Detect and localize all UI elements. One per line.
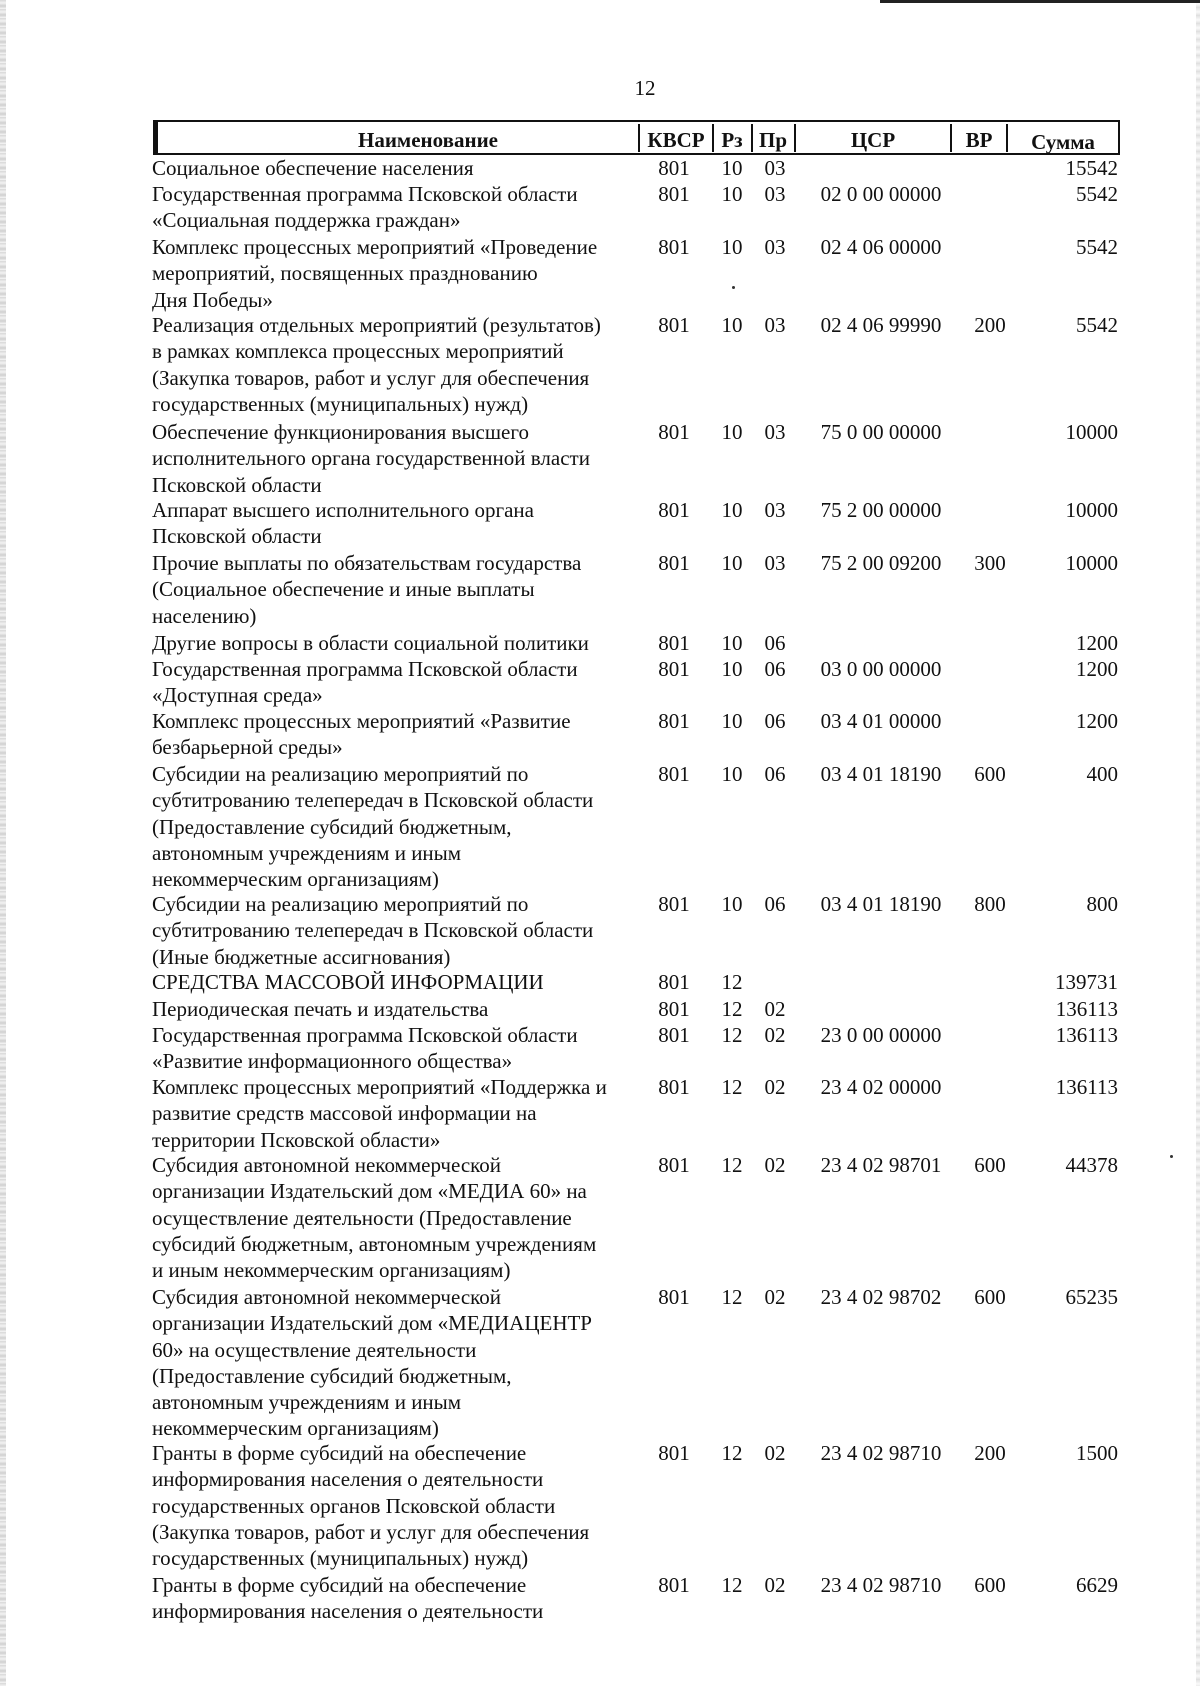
- row-csr: 23 4 02 98701: [820, 1153, 942, 1177]
- row-kvsr: 801: [658, 762, 690, 786]
- row-sum: 136113: [1055, 1075, 1118, 1099]
- row-rz: 10: [721, 313, 743, 337]
- row-sum: 1500: [1076, 1441, 1118, 1465]
- row-rz: 10: [721, 182, 743, 206]
- row-pr: 03: [764, 182, 786, 206]
- row-csr: 03 4 01 18190: [820, 892, 942, 916]
- row-sum: 136113: [1055, 1023, 1118, 1047]
- row-name: Комплекс процессных мероприятий «Развитие безбарьерной среды»: [152, 709, 571, 760]
- row-vr: 300: [974, 551, 1006, 575]
- row-kvsr: 801: [658, 997, 690, 1021]
- row-sum: 10000: [1065, 420, 1118, 444]
- row-vr: 600: [974, 762, 1006, 786]
- row-pr: 03: [764, 551, 786, 575]
- row-csr: 75 2 00 00000: [820, 498, 942, 522]
- row-name: Периодическая печать и издательства: [152, 997, 489, 1021]
- row-sum: 1200: [1076, 657, 1118, 681]
- row-rz: 12: [721, 970, 743, 994]
- row-kvsr: 801: [658, 1441, 690, 1465]
- page-number: 12: [634, 76, 656, 100]
- row-name: Субсидии на реализацию мероприятий по субтитрованию телепередач в Псковской области (Иные бюджетные ассигнования): [152, 892, 594, 969]
- row-csr: 23 4 02 98710: [820, 1441, 942, 1465]
- row-rz: 12: [721, 1573, 743, 1597]
- row-vr: 600: [974, 1153, 1006, 1177]
- row-rz: 10: [721, 420, 743, 444]
- row-kvsr: 801: [658, 551, 690, 575]
- header-pr: Пр: [758, 128, 787, 152]
- row-sum: 10000: [1065, 498, 1118, 522]
- header-divider: [1006, 124, 1008, 152]
- header-sum: Сумма: [1031, 130, 1095, 154]
- row-pr: 03: [764, 156, 786, 180]
- row-rz: 10: [721, 657, 743, 681]
- row-pr: 06: [764, 709, 786, 733]
- row-rz: 12: [721, 1023, 743, 1047]
- row-name: Государственная программа Псковской области «Социальная поддержка граждан»: [152, 182, 578, 233]
- row-csr: 02 4 06 00000: [820, 235, 942, 259]
- scan-right-edge: [1196, 0, 1200, 1686]
- row-pr: 06: [764, 762, 786, 786]
- row-rz: 10: [721, 762, 743, 786]
- row-pr: 02: [764, 1285, 786, 1309]
- row-sum: 5542: [1076, 313, 1118, 337]
- row-csr: 23 4 02 00000: [820, 1075, 942, 1099]
- row-name: Комплекс процессных мероприятий «Проведение мероприятий, посвященных празднованию Дня Победы»: [152, 235, 598, 312]
- row-pr: 02: [764, 1153, 786, 1177]
- row-csr: 03 4 01 00000: [820, 709, 942, 733]
- row-rz: 12: [721, 1153, 743, 1177]
- row-rz: 10: [721, 892, 743, 916]
- row-name: Государственная программа Псковской области «Доступная среда»: [152, 657, 578, 708]
- row-vr: 600: [974, 1573, 1006, 1597]
- table-header: [156, 120, 1120, 155]
- header-vr: ВР: [965, 128, 993, 152]
- row-sum: 10000: [1065, 551, 1118, 575]
- row-name: Социальное обеспечение населения: [152, 156, 474, 180]
- row-name: Обеспечение функционирования высшего исполнительного органа государственной власти Псковской области: [152, 420, 590, 497]
- row-pr: 03: [764, 498, 786, 522]
- row-sum: 6629: [1076, 1573, 1118, 1597]
- header-divider: [638, 124, 640, 152]
- row-csr: 23 0 00 00000: [820, 1023, 942, 1047]
- row-name: Субсидия автономной некоммерческой организации Издательский дом «МЕДИАЦЕНТР 60» на осуществление деятельности (Предоставление субсидий бюджетным, автономным учреждениям и иным некоммерческим организациям): [152, 1285, 592, 1441]
- row-sum: 1200: [1076, 631, 1118, 655]
- row-sum: 1200: [1076, 709, 1118, 733]
- scan-top-line: [880, 0, 1200, 3]
- row-name: Реализация отдельных мероприятий (результатов) в рамках комплекса процессных мероприятий (Закупка товаров, работ и услуг для обеспечения государственных (муниципальных) нужд): [152, 313, 601, 416]
- row-csr: 23 4 02 98710: [820, 1573, 942, 1597]
- row-kvsr: 801: [658, 313, 690, 337]
- row-rz: 12: [721, 997, 743, 1021]
- row-name: Другие вопросы в области социальной политики: [152, 631, 589, 655]
- row-pr: 03: [764, 235, 786, 259]
- row-pr: 02: [764, 1075, 786, 1099]
- scan-left-edge: [0, 0, 6, 1686]
- row-rz: 12: [721, 1285, 743, 1309]
- row-sum: 5542: [1076, 235, 1118, 259]
- row-rz: 10: [721, 498, 743, 522]
- row-name: Гранты в форме субсидий на обеспечение информирования населения о деятельности государственных органов Псковской области (Закупка товаров, работ и услуг для обеспечения государственных (муниципальных) нужд): [152, 1441, 590, 1571]
- header-csr: ЦСР: [850, 128, 896, 152]
- row-csr: 02 0 00 00000: [820, 182, 942, 206]
- header-divider: [950, 124, 952, 152]
- row-pr: 06: [764, 631, 786, 655]
- row-kvsr: 801: [658, 498, 690, 522]
- row-kvsr: 801: [658, 1075, 690, 1099]
- row-kvsr: 801: [658, 709, 690, 733]
- row-sum: 136113: [1055, 997, 1118, 1021]
- row-csr: 03 0 00 00000: [820, 657, 942, 681]
- row-rz: 10: [721, 156, 743, 180]
- row-name: Субсидии на реализацию мероприятий по субтитрованию телепередач в Псковской области (Предоставление субсидий бюджетным, автономным учреждениям и иным некоммерческим организациям): [152, 762, 594, 892]
- row-sum: 5542: [1076, 182, 1118, 206]
- row-sum: 65235: [1065, 1285, 1118, 1309]
- row-vr: 800: [974, 892, 1006, 916]
- row-kvsr: 801: [658, 1023, 690, 1047]
- row-name: Комплекс процессных мероприятий «Поддержка и развитие средств массовой информации на территории Псковской области»: [152, 1075, 607, 1152]
- row-pr: 02: [764, 997, 786, 1021]
- row-rz: 10: [721, 235, 743, 259]
- row-name: Субсидия автономной некоммерческой организации Издательский дом «МЕДИА 60» на осуществление деятельности (Предоставление субсидий бюджетным, автономным учреждениям и иным некоммерческим организациям): [152, 1153, 597, 1283]
- row-kvsr: 801: [658, 970, 690, 994]
- row-kvsr: 801: [658, 892, 690, 916]
- row-csr: 23 4 02 98702: [820, 1285, 942, 1309]
- row-pr: 06: [764, 657, 786, 681]
- row-pr: 06: [764, 892, 786, 916]
- row-csr: 03 4 01 18190: [820, 762, 942, 786]
- row-vr: 600: [974, 1285, 1006, 1309]
- header-name: Наименование: [358, 128, 498, 152]
- row-kvsr: 801: [658, 420, 690, 444]
- row-name: Аппарат высшего исполнительного органа Псковской области: [152, 498, 534, 549]
- row-rz: 10: [721, 551, 743, 575]
- row-vr: 200: [974, 313, 1006, 337]
- row-sum: 44378: [1065, 1153, 1118, 1177]
- header-rz: Рз: [721, 128, 743, 152]
- row-csr: 02 4 06 99990: [820, 313, 942, 337]
- row-sum: 400: [1086, 762, 1118, 786]
- row-csr: 75 0 00 00000: [820, 420, 942, 444]
- row-rz: 12: [721, 1441, 743, 1465]
- row-pr: 02: [764, 1573, 786, 1597]
- row-kvsr: 801: [658, 182, 690, 206]
- scan-speck: [732, 286, 735, 289]
- row-sum: 800: [1086, 892, 1118, 916]
- row-csr: 75 2 00 09200: [820, 551, 942, 575]
- row-kvsr: 801: [658, 631, 690, 655]
- row-kvsr: 801: [658, 1573, 690, 1597]
- row-kvsr: 801: [658, 1285, 690, 1309]
- row-sum: 139731: [1055, 970, 1118, 994]
- row-name: СРЕДСТВА МАССОВОЙ ИНФОРМАЦИИ: [152, 970, 544, 994]
- row-sum: 15542: [1065, 156, 1118, 180]
- row-name: Гранты в форме субсидий на обеспечение информирования населения о деятельности: [152, 1573, 544, 1624]
- row-pr: 02: [764, 1023, 786, 1047]
- row-pr: 03: [764, 420, 786, 444]
- row-rz: 12: [721, 1075, 743, 1099]
- row-pr: 02: [764, 1441, 786, 1465]
- header-divider: [794, 124, 796, 152]
- row-pr: 03: [764, 313, 786, 337]
- scan-speck: [1170, 1155, 1173, 1158]
- header-divider: [712, 124, 714, 152]
- header-kvsr: КВСР: [647, 128, 705, 152]
- row-name: Прочие выплаты по обязательствам государства (Социальное обеспечение и иные выплаты населению): [152, 551, 582, 628]
- row-rz: 10: [721, 631, 743, 655]
- row-kvsr: 801: [658, 235, 690, 259]
- row-kvsr: 801: [658, 657, 690, 681]
- header-divider: [751, 124, 753, 152]
- row-kvsr: 801: [658, 156, 690, 180]
- row-name: Государственная программа Псковской области «Развитие информационного общества»: [152, 1023, 578, 1074]
- row-kvsr: 801: [658, 1153, 690, 1177]
- row-vr: 200: [974, 1441, 1006, 1465]
- row-rz: 10: [721, 709, 743, 733]
